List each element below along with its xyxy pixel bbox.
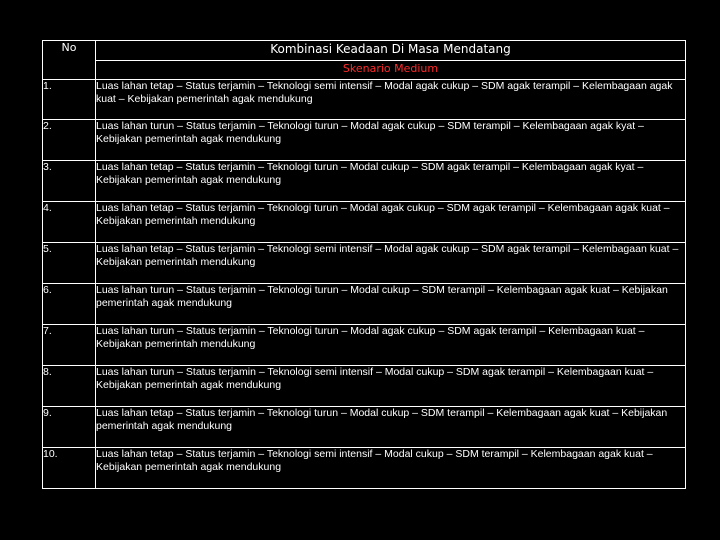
table-row bbox=[43, 366, 686, 407]
row-description: Luas lahan turun – Status terjamin – Teknologi turun – Modal cukup – SDM terampil – Kelembagaan agak kuat – Kebijakan pemerintah agak mendukung bbox=[96, 284, 686, 325]
table-row bbox=[43, 202, 686, 243]
row-description: Luas lahan tetap – Status terjamin – Teknologi semi intensif – Modal agak cukup – SDM agak terampil – Kelembagaan agak kuat – Kebijakan pemerintah agak mendukung bbox=[96, 80, 686, 120]
row-number: 9. bbox=[43, 407, 96, 448]
table-row bbox=[43, 448, 686, 489]
table-title: Kombinasi Keadaan Di Masa Mendatang bbox=[96, 41, 686, 61]
table-row bbox=[43, 407, 686, 448]
row-number: 3. bbox=[43, 161, 96, 202]
table-row bbox=[43, 161, 686, 202]
row-number: 10. bbox=[43, 448, 96, 489]
scenario-table bbox=[42, 40, 686, 489]
table-row bbox=[43, 243, 686, 284]
row-description: Luas lahan tetap – Status terjamin – Teknologi semi intensif – Modal cukup – SDM terampil – Kelembagaan agak kuat – Kebijakan pemerintah agak mendukung bbox=[96, 448, 686, 489]
row-description: Luas lahan tetap – Status terjamin – Teknologi turun – Modal agak cukup – SDM agak terampil – Kelembagaan agak kuat – Kebijakan pemerintah mendukung bbox=[96, 202, 686, 243]
row-description: Luas lahan turun – Status terjamin – Teknologi turun – Modal agak cukup – SDM terampil – Kelembagaan agak kyat – Kebijakan pemerintah agak mendukung bbox=[96, 120, 686, 161]
row-number: 8. bbox=[43, 366, 96, 407]
row-number: 2. bbox=[43, 120, 96, 161]
row-description: Luas lahan tetap – Status terjamin – Teknologi turun – Modal cukup – SDM terampil – Kelembagaan agak kuat – Kebijakan pemerintah agak mendukung bbox=[96, 407, 686, 448]
no-column-header: No bbox=[43, 41, 96, 80]
row-description: Luas lahan tetap – Status terjamin – Teknologi semi intensif – Modal agak cukup – SDM agak terampil – Kelembagaan kuat – Kebijakan pemerintah mendukung bbox=[96, 243, 686, 284]
header-row bbox=[43, 41, 686, 61]
row-description: Luas lahan turun – Status terjamin – Teknologi turun – Modal agak cukup – SDM agak terampil – Kelembagaan kuat – Kebijakan pemerintah mendukung bbox=[96, 325, 686, 366]
row-description: Luas lahan turun – Status terjamin – Teknologi semi intensif – Modal cukup – SDM agak terampil – Kelembagaan kuat – Kebijakan pemerintah agak mendukung bbox=[96, 366, 686, 407]
table-row bbox=[43, 284, 686, 325]
table-row bbox=[43, 325, 686, 366]
subheader-row bbox=[43, 61, 686, 80]
row-number: 1. bbox=[43, 80, 96, 120]
scenario-subtitle: Skenario Medium bbox=[96, 61, 686, 80]
row-number: 7. bbox=[43, 325, 96, 366]
row-number: 5. bbox=[43, 243, 96, 284]
table-row bbox=[43, 120, 686, 161]
row-number: 6. bbox=[43, 284, 96, 325]
row-description: Luas lahan tetap – Status terjamin – Teknologi turun – Modal cukup – SDM agak terampil – Kelembagaan agak kyat – Kebijakan pemerintah agak mendukung bbox=[96, 161, 686, 202]
row-number: 4. bbox=[43, 202, 96, 243]
table-row bbox=[43, 80, 686, 120]
